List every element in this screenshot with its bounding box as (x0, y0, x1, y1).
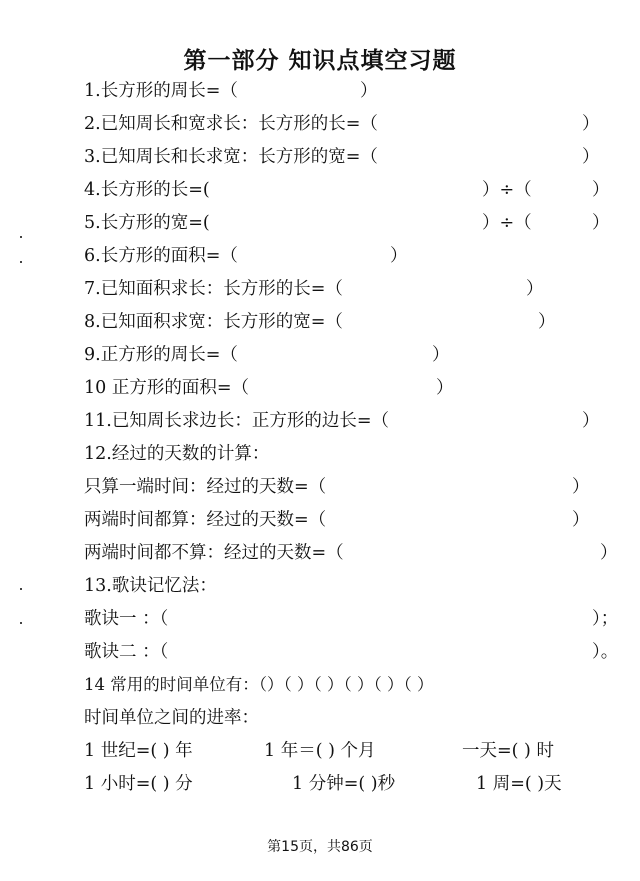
scan-speck (20, 236, 22, 238)
question-11 (84, 408, 600, 434)
question-text: 歌诀一 ：（ (84, 609, 169, 629)
question-text: 1.长方形的周长=（ (84, 81, 238, 101)
question-text: 7.已知面积求长：长方形的长=（ (84, 279, 343, 299)
blank-close: ） (432, 345, 450, 365)
blank-close: ） (582, 147, 600, 167)
question-14a (84, 705, 259, 731)
question-13a (84, 606, 619, 632)
conversion-minute: 1 分钟=( )秒 (292, 774, 396, 794)
question-1 (84, 78, 378, 104)
question-text: 14 常用的时间单位有：（ (84, 675, 267, 694)
question-4 (84, 177, 610, 203)
question-text: 时间单位之间的进率： (84, 708, 259, 728)
blank-close: ） (582, 411, 600, 431)
conversion-day: 一天=( ) 时 (462, 741, 554, 761)
blank-close: ） (538, 312, 556, 332)
scan-speck (20, 261, 22, 263)
question-3 (84, 144, 600, 170)
conversion-hour: 1 小时=( ) 分 (84, 774, 193, 794)
conversion-century: 1 世纪=( ) 年 (84, 741, 193, 761)
question-text: 10 正方形的面积=（ (84, 378, 249, 398)
blank-close: ） (572, 510, 590, 530)
question-text: 歌诀二 ：（ (84, 642, 169, 662)
blank-close: ） (600, 543, 618, 563)
question-5 (84, 210, 610, 236)
blank-mid: ）÷（ (482, 180, 532, 200)
question-9 (84, 342, 450, 368)
question-13 (84, 573, 217, 599)
question-text: 2.已知周长和宽求长：长方形的长=（ (84, 114, 378, 134)
question-text: 6.长方形的面积=（ (84, 246, 238, 266)
question-10 (84, 375, 454, 401)
question-text: 两端时间都不算：经过的天数=（ (84, 543, 344, 563)
blank-close: ） (592, 180, 610, 200)
question-text: 两端时间都算：经过的天数=（ (84, 510, 327, 530)
question-text: 11.已知周长求边长：正方形的边长=（ (84, 411, 389, 431)
question-text: 5.长方形的宽=( (84, 213, 210, 233)
question-12 (84, 441, 269, 467)
blank-close: ）； (592, 609, 619, 629)
blank-close: ）。 (592, 642, 619, 662)
question-6 (84, 243, 408, 269)
question-13b (84, 639, 619, 665)
blank-close: ） (592, 213, 610, 233)
scan-speck (20, 588, 22, 590)
blank-mid: ）÷（ (482, 213, 532, 233)
question-text: 4.长方形的长=( (84, 180, 210, 200)
scan-speck (20, 622, 22, 624)
question-text: 只算一端时间：经过的天数=（ (84, 477, 327, 497)
blank-close: ） (360, 81, 378, 101)
blank-close: ） (436, 378, 454, 398)
question-text: 9.正方形的周长=（ (84, 345, 238, 365)
question-7 (84, 276, 544, 302)
page-number: 第15页，共86页 (267, 839, 373, 855)
page-title: 第一部分 知识点填空习题 (183, 48, 457, 74)
question-text: 13.歌诀记忆法： (84, 576, 217, 596)
blank-group: ）（ ）（ ）（ ）（ ）（ ） (267, 675, 434, 694)
question-text: 12.经过的天数的计算： (84, 444, 270, 464)
question-14 (84, 672, 433, 698)
question-12c (84, 540, 618, 566)
blank-close: ） (582, 114, 600, 134)
blank-close: ） (572, 477, 590, 497)
question-12b (84, 507, 590, 533)
conversion-year: 1 年＝( ) 个月 (264, 741, 376, 761)
blank-close: ） (390, 246, 408, 266)
conversion-week: 1 周=( )天 (476, 774, 562, 794)
question-8 (84, 309, 556, 335)
blank-close: ） (526, 279, 544, 299)
question-text: 3.已知周长和长求宽：长方形的宽=（ (84, 147, 378, 167)
question-2 (84, 111, 600, 137)
question-12a (84, 474, 590, 500)
question-text: 8.已知面积求宽：长方形的宽=（ (84, 312, 343, 332)
